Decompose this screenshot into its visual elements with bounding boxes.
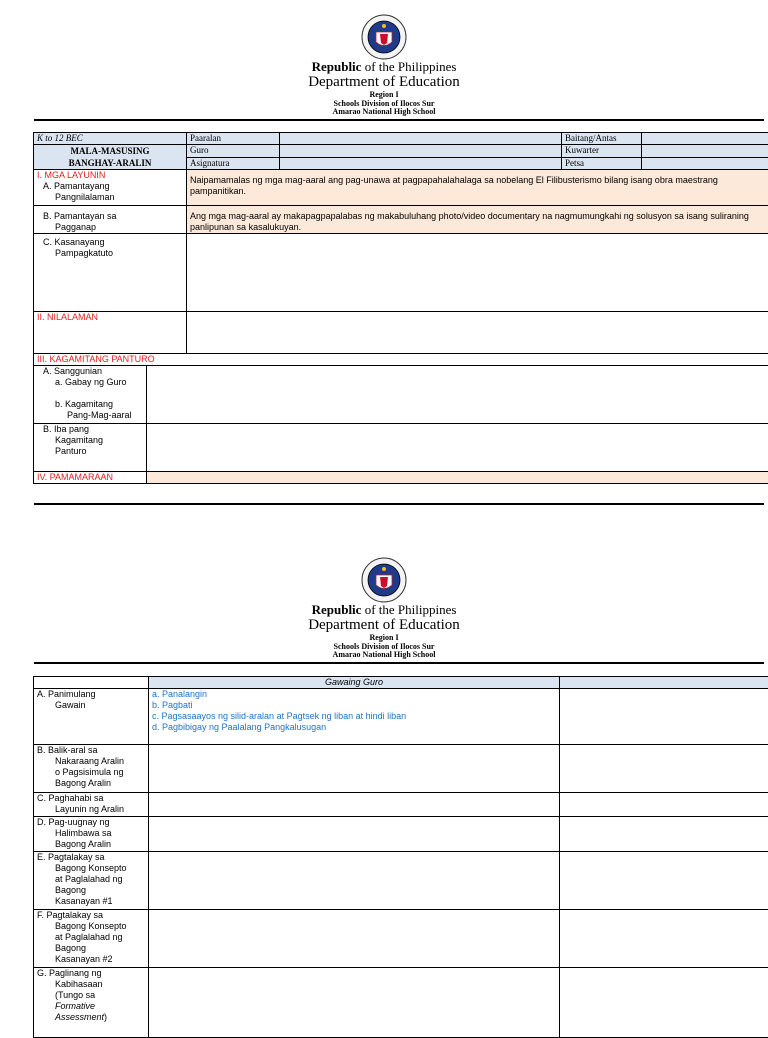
k12-label: K to 12 BEC bbox=[34, 133, 187, 145]
school-line: Amarao National High School bbox=[0, 651, 768, 660]
iba-pang-kagamitan-label: B. Iba pang Kagamitang Panturo bbox=[34, 424, 147, 472]
iba-pang-kagamitan-field[interactable] bbox=[147, 424, 768, 472]
sanggunian-label: A. Sanggunian a. Gabay ng Guro b. Kagamitang Pang-Mag-aaral bbox=[34, 366, 147, 424]
kwarter-label: Kuwarter bbox=[562, 145, 642, 158]
department-title: Department of Education bbox=[0, 617, 768, 634]
pagtalakay-1-teacher[interactable] bbox=[149, 852, 560, 910]
pagtalakay-1-label: E. Pagtalakay sa Bagong Konsepto at Paglalahad ng Bagong Kasanayan #1 bbox=[34, 852, 149, 910]
paghahabi-student[interactable] bbox=[560, 793, 768, 817]
division-line: Schools Division of Ilocos Sur bbox=[0, 100, 768, 109]
procedure-table bbox=[33, 676, 768, 1038]
petsa-label: Petsa bbox=[562, 157, 642, 170]
lesson-plan-table bbox=[33, 132, 768, 484]
list-item: b. Pagbati bbox=[152, 700, 556, 711]
list-item: c. Pagsasaayos ng silid-aralan at Pagtsek ng liban at hindi liban bbox=[152, 711, 556, 722]
paglinang-student[interactable] bbox=[560, 968, 768, 1038]
pamantayan-pagganap-text[interactable]: Ang mga mag-aaral ay makapagpapalabas ng makabuluhang photo/video documentary na nagmumungkahi ng solusyon sa isang suliraning panlipunan sa kasalukuyan. bbox=[187, 206, 768, 234]
pagtalakay-1-student[interactable] bbox=[560, 852, 768, 910]
header-rule-2 bbox=[34, 662, 764, 664]
region-line: Region I bbox=[0, 634, 768, 643]
panimulang-gawain-label: A. Panimulang Gawain bbox=[34, 689, 149, 745]
baitang-label: Baitang/Antas bbox=[562, 133, 642, 145]
pagtalakay-2-student[interactable] bbox=[560, 910, 768, 968]
nilalaman-heading: II. NILALAMAN bbox=[34, 312, 187, 354]
lesson-plan-title: MALA-MASUSING BANGHAY-ARALIN bbox=[34, 145, 187, 170]
school-line: Amarao National High School bbox=[0, 108, 768, 117]
pag-uugnay-label: D. Pag-uugnay ng Halimbawa sa Bagong Aralin bbox=[34, 817, 149, 852]
deped-seal-icon bbox=[361, 557, 407, 603]
nilalaman-field[interactable] bbox=[187, 312, 768, 354]
balik-aral-teacher[interactable] bbox=[149, 745, 560, 793]
guro-field[interactable] bbox=[280, 145, 562, 158]
gawaing-guro-header: Gawaing Guro bbox=[149, 677, 560, 689]
pamantayang-pangnilalaman-text[interactable]: Naipamamalas ng mga mag-aaral ang pag-unawa at pagpapahalahalaga sa nobelang El Filibusterismo bilang isang obra maestrang pampanitikan. bbox=[187, 170, 768, 206]
pamantayan-pagganap-label: B. Pamantayan sa Pagganap bbox=[34, 206, 187, 234]
deped-seal-icon bbox=[361, 14, 407, 60]
panimulang-gawain-items[interactable] bbox=[149, 689, 560, 745]
petsa-field[interactable] bbox=[642, 157, 768, 170]
paglinang-teacher[interactable] bbox=[149, 968, 560, 1038]
pag-uugnay-teacher[interactable] bbox=[149, 817, 560, 852]
layunin-heading: I. MGA LAYUNIN bbox=[37, 170, 183, 181]
pamamaraan-heading: IV. PAMAMARAAN bbox=[34, 472, 147, 484]
paghahabi-label: C. Paghahabi sa Layunin ng Aralin bbox=[34, 793, 149, 817]
gawaing-mag-aaral-header bbox=[560, 677, 768, 689]
kasanayang-field[interactable] bbox=[187, 234, 768, 312]
paghahabi-teacher[interactable] bbox=[149, 793, 560, 817]
layunin-cell: I. MGA LAYUNIN A. Pamantayang Pangnilalaman bbox=[34, 170, 187, 206]
pamamaraan-field[interactable] bbox=[147, 472, 768, 484]
list-item: a. Panalangin bbox=[152, 689, 556, 700]
page-1-bottom-rule bbox=[34, 503, 764, 505]
balik-aral-label: B. Balik-aral sa Nakaraang Aralin o Pagsisimula ng Bagong Aralin bbox=[34, 745, 149, 793]
pagtalakay-2-label: F. Pagtalakay sa Bagong Konsepto at Paglalahad ng Bagong Kasanayan #2 bbox=[34, 910, 149, 968]
division-line: Schools Division of Ilocos Sur bbox=[0, 643, 768, 652]
procedure-corner bbox=[34, 677, 149, 689]
republic-line: Republic of the Philippines bbox=[0, 60, 768, 74]
pagtalakay-2-teacher[interactable] bbox=[149, 910, 560, 968]
asignatura-label: Asignatura bbox=[187, 157, 280, 170]
baitang-field[interactable] bbox=[642, 133, 768, 145]
kagamitang-panturo-heading: III. KAGAMITANG PANTURO bbox=[34, 354, 768, 366]
region-line: Region I bbox=[0, 91, 768, 100]
list-item: d. Pagbibigay ng Paalalang Pangkalusugan bbox=[152, 722, 556, 733]
header-block bbox=[0, 60, 768, 117]
paaralan-field[interactable] bbox=[280, 133, 562, 145]
header-rule bbox=[34, 119, 764, 121]
header-block-2 bbox=[0, 603, 768, 660]
panimulang-gawain-student[interactable] bbox=[560, 689, 768, 745]
asignatura-field[interactable] bbox=[280, 157, 562, 170]
guro-label: Guro bbox=[187, 145, 280, 158]
kasanayang-label: C. Kasanayang Pampagkatuto bbox=[34, 234, 187, 312]
sanggunian-field[interactable] bbox=[147, 366, 768, 424]
balik-aral-student[interactable] bbox=[560, 745, 768, 793]
paglinang-label: G. Paglinang ng Kabihasaan (Tungo sa Formative Assessment) bbox=[34, 968, 149, 1038]
republic-line: Republic of the Philippines bbox=[0, 603, 768, 617]
kwarter-field[interactable] bbox=[642, 145, 768, 158]
paaralan-label: Paaralan bbox=[187, 133, 280, 145]
pag-uugnay-student[interactable] bbox=[560, 817, 768, 852]
department-title: Department of Education bbox=[0, 74, 768, 91]
